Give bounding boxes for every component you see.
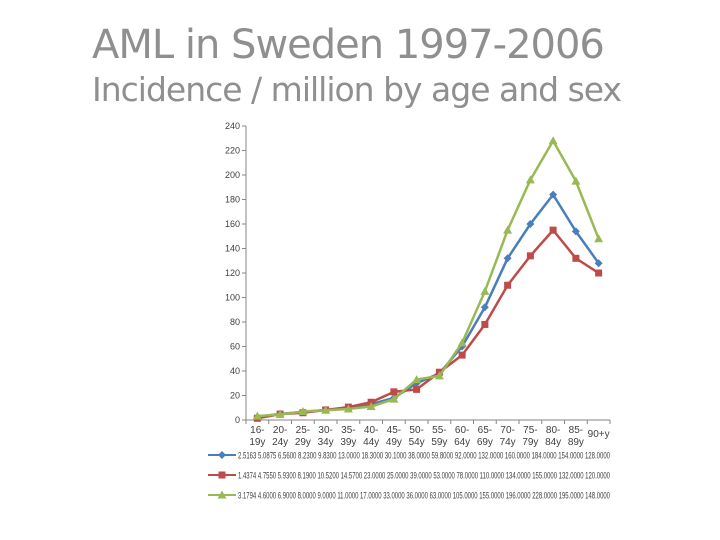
x-tick-label: 45-49y	[385, 425, 402, 448]
y-axis-ticks	[225, 121, 246, 425]
series-layer	[253, 136, 603, 422]
y-tick-label: 240	[224, 121, 240, 131]
data-point	[549, 136, 558, 144]
table-row-1	[208, 451, 610, 461]
x-tick-label: 65-69y	[476, 425, 493, 448]
data-point	[504, 282, 511, 289]
y-tick-label: 60	[229, 341, 240, 352]
y-tick-label: 0	[234, 415, 240, 425]
data-table	[208, 451, 610, 501]
data-point	[413, 386, 420, 393]
data-point	[218, 451, 226, 459]
series-line	[257, 230, 598, 418]
x-tick-label: 16-19y	[249, 425, 266, 448]
x-tick-label: 25-29y	[294, 425, 311, 448]
data-point	[219, 472, 226, 479]
slide-subtitle: Incidence / million by age and sex	[92, 70, 622, 109]
x-axis-ticks	[246, 420, 610, 448]
x-tick-label: 90+y	[587, 429, 610, 440]
data-point	[572, 255, 579, 262]
data-point	[480, 287, 489, 295]
x-tick-label: 75-79y	[522, 425, 539, 448]
x-tick-label: 30-34y	[317, 425, 334, 448]
series-2	[254, 227, 602, 422]
x-tick-label: 40-44y	[363, 425, 380, 448]
y-tick-label: 180	[224, 194, 240, 205]
series-line	[257, 141, 598, 416]
x-tick-label: 60-64y	[454, 425, 471, 448]
data-point	[481, 321, 488, 328]
table-row-values: 2.5163 5.0875 6.5600 8.2300 9.8300 13.0000 18.3000 30.1000 38.0000 59.8000 92.0000 132.0000 160.0000 184.0000 154.0000 128.0000	[238, 450, 610, 461]
y-tick-label: 200	[224, 170, 240, 180]
series-3	[253, 136, 603, 419]
x-tick-label: 35-39y	[340, 425, 357, 448]
data-point	[550, 227, 557, 234]
y-tick-label: 220	[224, 145, 240, 156]
y-tick-label: 40	[229, 366, 240, 376]
data-point	[527, 252, 534, 259]
y-tick-label: 140	[224, 243, 240, 254]
x-tick-label: 55-59y	[431, 425, 448, 448]
x-tick-label: 85-89y	[567, 425, 584, 448]
y-tick-label: 100	[224, 292, 240, 303]
table-row-values: 1.4374 4.7550 5.9300 8.1900 10.5200 14.5700 23.0000 25.0000 39.0000 53.0000 78.0000 110.0000 134.0000 155.0000 132.0000 120.0000	[238, 470, 610, 481]
x-tick-label: 50-54y	[408, 425, 425, 448]
series-1	[253, 191, 602, 421]
data-point	[459, 352, 466, 359]
x-tick-label: 80-84y	[545, 425, 562, 448]
series-line	[257, 195, 598, 417]
y-tick-label: 80	[229, 317, 240, 327]
table-row-2	[208, 471, 610, 481]
data-point	[595, 270, 602, 277]
slide-title: AML in Sweden 1997-2006	[92, 22, 604, 68]
data-point	[390, 388, 397, 395]
table-row-values: 3.1794 4.6000 6.9000 8.0000 9.0000 11.0000 17.0000 33.0000 36.0000 63.0000 105.0000 155.0000 196.0000 228.0000 195.0000 148.0000	[238, 490, 610, 501]
data-point	[503, 226, 512, 234]
table-row-3	[208, 491, 610, 501]
data-point	[594, 234, 603, 242]
y-tick-label: 120	[224, 268, 240, 278]
x-tick-label: 20-24y	[272, 425, 289, 448]
x-tick-label: 70-74y	[499, 425, 516, 448]
y-tick-label: 20	[229, 390, 240, 401]
y-tick-label: 160	[224, 219, 240, 229]
